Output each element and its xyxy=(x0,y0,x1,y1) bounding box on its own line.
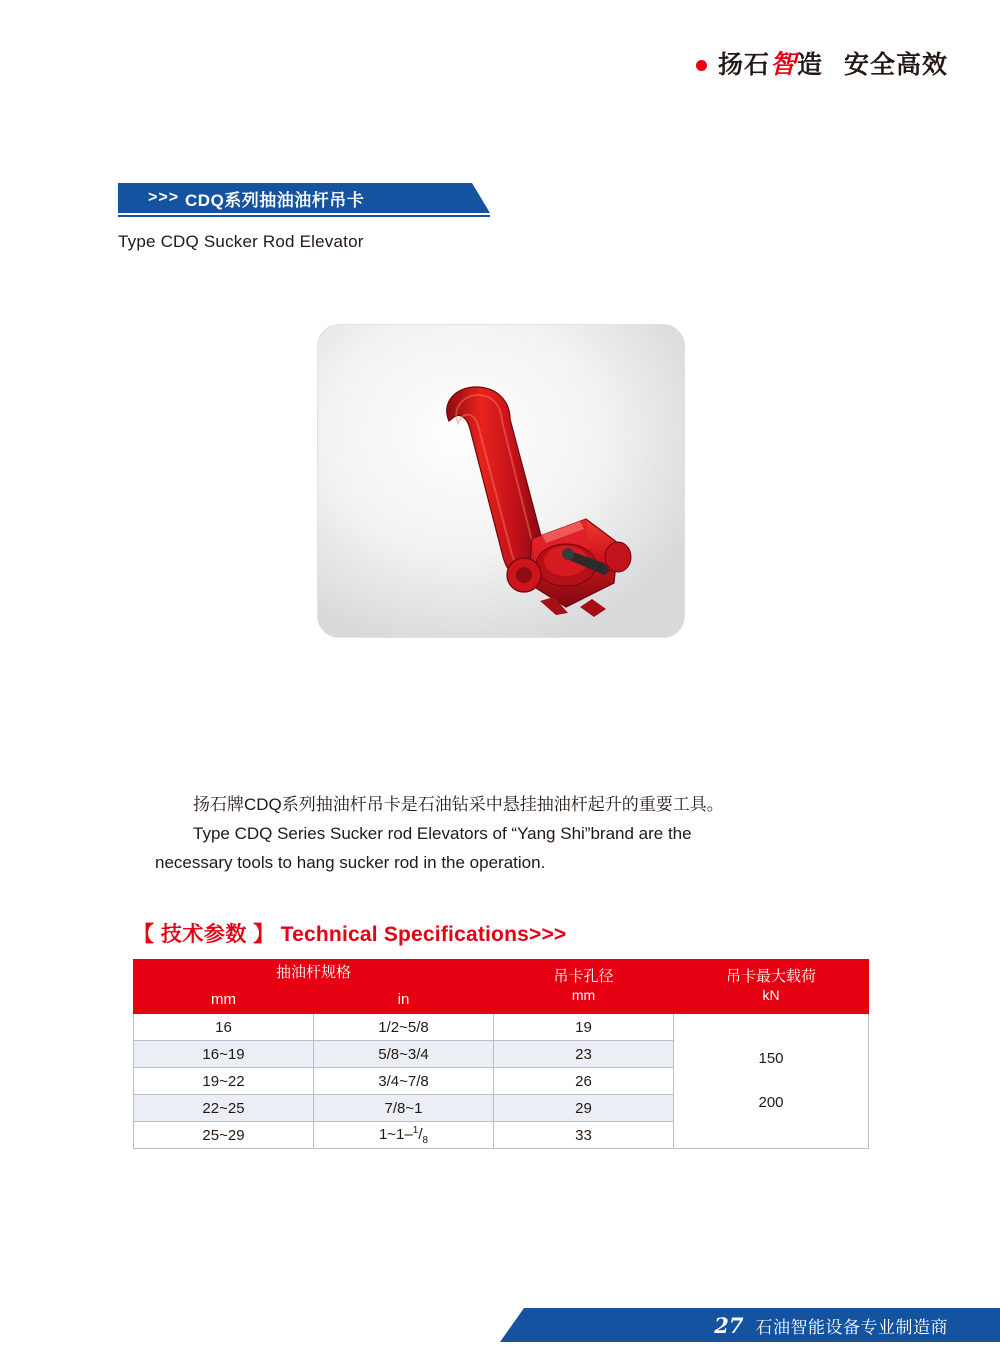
footer-tagline: 石油智能设备专业制造商 xyxy=(755,1317,948,1337)
title-chinese: CDQ系列抽油油杆吊卡 xyxy=(185,190,365,210)
title-english: Type CDQ Sucker Rod Elevator xyxy=(118,232,364,251)
page-footer xyxy=(0,1290,1000,1364)
page-header xyxy=(696,52,948,78)
section-title xyxy=(118,183,490,252)
bullet-dot-icon xyxy=(696,60,707,71)
chevron-right-icon: >>> xyxy=(148,189,180,206)
title-underline xyxy=(118,215,490,217)
cell-bore: 29 xyxy=(494,1095,674,1122)
brand-slogan xyxy=(718,52,823,78)
product-description xyxy=(155,790,855,877)
cell-bore: 33 xyxy=(494,1122,674,1149)
cell-in: 7/8~1 xyxy=(314,1095,494,1122)
header-load-label: 吊卡最大载荷 xyxy=(726,968,817,986)
header-bore-label: 吊卡孔径 xyxy=(553,968,614,986)
cell-mm: 16 xyxy=(134,1014,314,1041)
header-slogan-secondary: 安全高效 xyxy=(843,50,948,79)
cell-bore: 23 xyxy=(494,1041,674,1068)
cell-load-150: 150 xyxy=(758,1050,784,1067)
cell-in-fraction: $1\sim 1-^1/_8$ xyxy=(378,1124,429,1146)
description-en-2: necessary tools to hang sucker rod in the operation. xyxy=(155,853,546,872)
spec-heading-en: Technical Specifications>>> xyxy=(280,923,567,946)
cell-in: 3/4~7/8 xyxy=(314,1068,494,1095)
cell-load-200: 200 xyxy=(758,1094,784,1111)
spec-heading xyxy=(133,918,566,948)
description-en-1: Type CDQ Series Sucker rod Elevators of “Yang Shi”brand are the xyxy=(193,824,692,843)
header-rod-spec: 抽油杆规格 xyxy=(134,960,494,987)
spec-heading-cn: 【 技术参数 】 xyxy=(133,923,275,946)
header-bore-unit: mm xyxy=(571,987,596,1004)
cell-mm: 25~29 xyxy=(134,1122,314,1149)
brand-pre: 扬石 xyxy=(717,51,770,79)
table-row xyxy=(134,1014,869,1041)
cell-in: 1/2~5/8 xyxy=(314,1014,494,1041)
table-header-row-1 xyxy=(134,960,869,987)
brand-highlight: 智 xyxy=(769,50,797,80)
header-load xyxy=(674,960,869,1014)
header-in: in xyxy=(314,987,494,1014)
cell-mm: 16~19 xyxy=(134,1041,314,1068)
cell-mm: 19~22 xyxy=(134,1068,314,1095)
description-cn: 扬石牌CDQ系列抽油杆吊卡是石油钻采中悬挂抽油杆起升的重要工具。 xyxy=(193,795,724,814)
title-band xyxy=(118,183,490,213)
elevator-illustration xyxy=(318,325,684,637)
header-mm: mm xyxy=(134,987,314,1014)
cell-mm: 22~25 xyxy=(134,1095,314,1122)
cell-in xyxy=(314,1122,494,1149)
cell-load xyxy=(674,1014,869,1149)
page-number: 27 xyxy=(714,1312,744,1338)
cell-bore: 19 xyxy=(494,1014,674,1041)
cell-bore: 26 xyxy=(494,1068,674,1095)
product-photo xyxy=(317,324,685,638)
footer-bar xyxy=(500,1308,1000,1342)
cell-in: 5/8~3/4 xyxy=(314,1041,494,1068)
header-load-unit: kN xyxy=(762,987,780,1004)
specifications-table xyxy=(133,959,869,1149)
brand-post: 造 xyxy=(796,51,823,79)
header-bore xyxy=(494,960,674,1014)
